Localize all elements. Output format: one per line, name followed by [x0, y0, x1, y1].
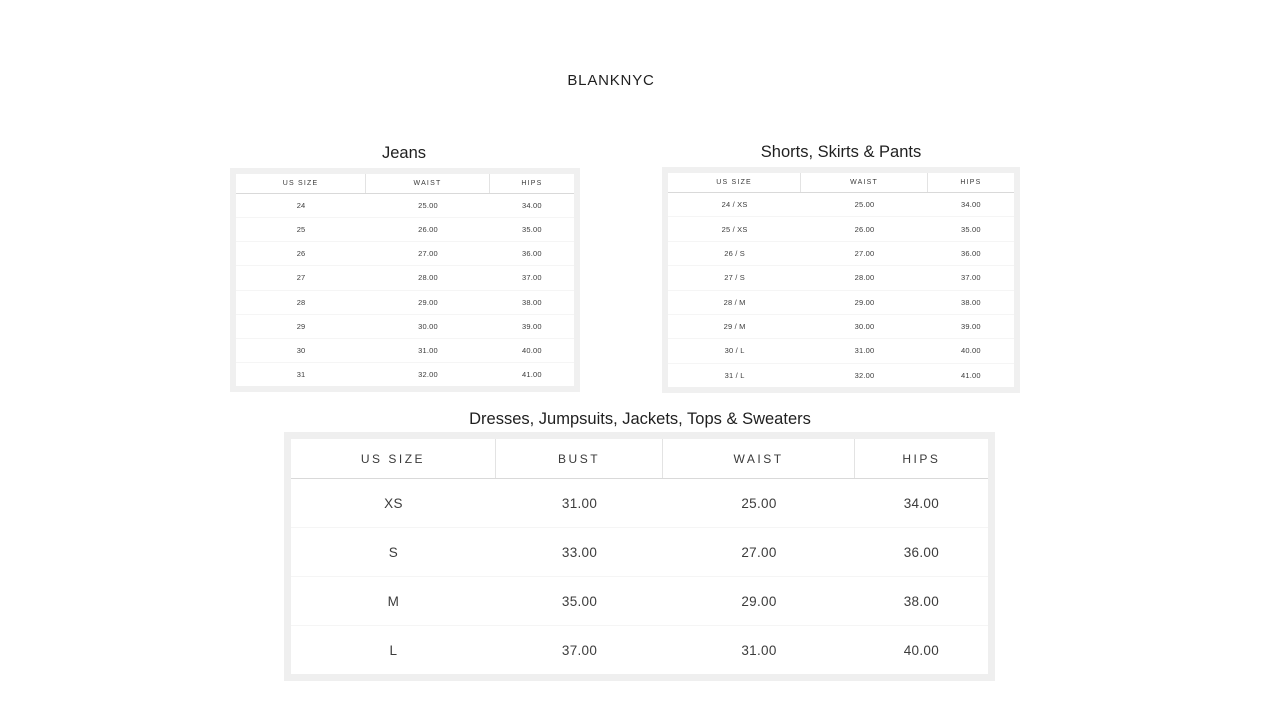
column-header: US SIZE: [668, 173, 801, 192]
table-cell: 34.00: [522, 201, 542, 211]
table-row: [668, 339, 1014, 363]
table-cell: 31.00: [418, 345, 438, 355]
column-header: BUST: [496, 439, 663, 478]
table-cell: 35.00: [961, 224, 981, 234]
table-cell: 28.00: [418, 273, 438, 283]
table-cell: 25.00: [854, 200, 875, 210]
table-cell: 38.00: [522, 297, 542, 307]
table-cell: 29.00: [418, 297, 438, 307]
table-cell: 41.00: [961, 370, 981, 380]
table-cell: 36.00: [961, 248, 981, 258]
table-cell: 40.00: [903, 642, 940, 658]
table-cell: 30.00: [854, 322, 875, 332]
table-cell: 29: [296, 321, 306, 331]
table-cell: 32.00: [854, 370, 875, 380]
table-row: [236, 291, 574, 315]
table-row: [236, 363, 574, 386]
table-cell: 30 / L: [724, 346, 745, 356]
table-cell: 29 / M: [723, 322, 746, 332]
table-cell: 27.00: [854, 248, 875, 258]
jeans-table-title: Jeans: [381, 144, 427, 162]
table-row: [236, 315, 574, 339]
table-cell: 31.00: [741, 642, 777, 658]
column-header: WAIST: [366, 174, 490, 193]
table-cell: XS: [384, 495, 403, 511]
table-cell: 37.00: [522, 273, 542, 283]
table-cell: 41.00: [522, 369, 542, 379]
table-cell: 40.00: [522, 345, 542, 355]
table-row: [668, 364, 1014, 387]
column-header: HIPS: [902, 451, 941, 466]
table-cell: 38.00: [961, 297, 981, 307]
table-body: [668, 193, 1014, 387]
table-cell: 36.00: [903, 544, 940, 560]
table-header-row: [668, 173, 1014, 193]
shorts-skirts-pants-size-table: [662, 167, 1020, 393]
table-cell: 25.00: [741, 495, 777, 511]
table-cell: 28 / M: [723, 297, 746, 307]
table-cell: 28.00: [854, 273, 875, 283]
jeans-size-table: [230, 168, 580, 392]
table-body: [236, 194, 574, 386]
table-cell: 27.00: [418, 249, 438, 259]
table-header-row: [291, 439, 988, 479]
table-header-row: [236, 174, 574, 194]
column-header: HIPS: [521, 180, 543, 187]
table-cell: 26 / S: [724, 248, 745, 258]
column-header: HIPS: [960, 179, 982, 186]
table-cell: 26.00: [854, 224, 875, 234]
table-cell: 34.00: [961, 200, 981, 210]
table-row: [236, 242, 574, 266]
table-cell: 25 / XS: [721, 224, 748, 234]
table-cell: 30: [296, 345, 306, 355]
table-cell: 40.00: [961, 346, 981, 356]
table-row: [668, 242, 1014, 266]
table-cell: 32.00: [418, 369, 438, 379]
table-row: [236, 218, 574, 242]
table-cell: 31: [296, 369, 306, 379]
table-cell: 27.00: [741, 544, 777, 560]
table-cell: 31.00: [561, 495, 598, 511]
column-header: WAIST: [663, 439, 855, 478]
table-row: [668, 217, 1014, 241]
table-cell: M: [387, 593, 400, 609]
table-cell: 33.00: [561, 544, 598, 560]
table-cell: 31 / L: [724, 370, 745, 380]
table-row: [236, 339, 574, 363]
table-row: [291, 577, 988, 626]
table-cell: 39.00: [961, 322, 981, 332]
table-cell: 38.00: [903, 593, 940, 609]
column-header: US SIZE: [291, 439, 496, 478]
table-row: [291, 479, 988, 528]
table-cell: 26.00: [418, 225, 438, 235]
table-cell: 35.00: [561, 593, 598, 609]
table-row: [291, 528, 988, 577]
table-cell: 34.00: [903, 495, 940, 511]
table-cell: 25: [296, 225, 306, 235]
table-cell: 37.00: [561, 642, 598, 658]
column-header: WAIST: [801, 173, 928, 192]
table-cell: S: [388, 544, 399, 560]
table-row: [236, 194, 574, 218]
table-cell: 30.00: [418, 321, 438, 331]
table-cell: 35.00: [522, 225, 542, 235]
table-cell: 24 / XS: [721, 200, 748, 210]
dresses-jumpsuits-jackets-tops-sweaters-size-table: [284, 432, 995, 681]
table-row: [236, 266, 574, 290]
table-cell: 37.00: [961, 273, 981, 283]
table-cell: 29.00: [854, 297, 875, 307]
table-cell: 24: [296, 201, 306, 211]
table-row: [668, 266, 1014, 290]
column-header: US SIZE: [236, 174, 366, 193]
table-cell: 25.00: [418, 201, 438, 211]
table-cell: 26: [296, 249, 306, 259]
table-cell: 36.00: [522, 249, 542, 259]
table-cell: 29.00: [741, 593, 777, 609]
table-cell: 39.00: [522, 321, 542, 331]
table-row: [668, 291, 1014, 315]
table-cell: 31.00: [854, 346, 875, 356]
table-row: [668, 193, 1014, 217]
table-cell: 28: [296, 297, 306, 307]
table-cell: L: [389, 642, 398, 658]
table-row: [668, 315, 1014, 339]
shorts-skirts-pants-table-title: Shorts, Skirts & Pants: [760, 143, 922, 161]
dresses-jumpsuits-jackets-tops-sweaters-table-title: Dresses, Jumpsuits, Jackets, Tops & Sweaters: [469, 410, 811, 428]
table-body: [291, 479, 988, 674]
brand-title: BLANKNYC: [567, 72, 655, 89]
table-row: [291, 626, 988, 674]
table-cell: 27 / S: [724, 273, 745, 283]
table-cell: 27: [296, 273, 306, 283]
